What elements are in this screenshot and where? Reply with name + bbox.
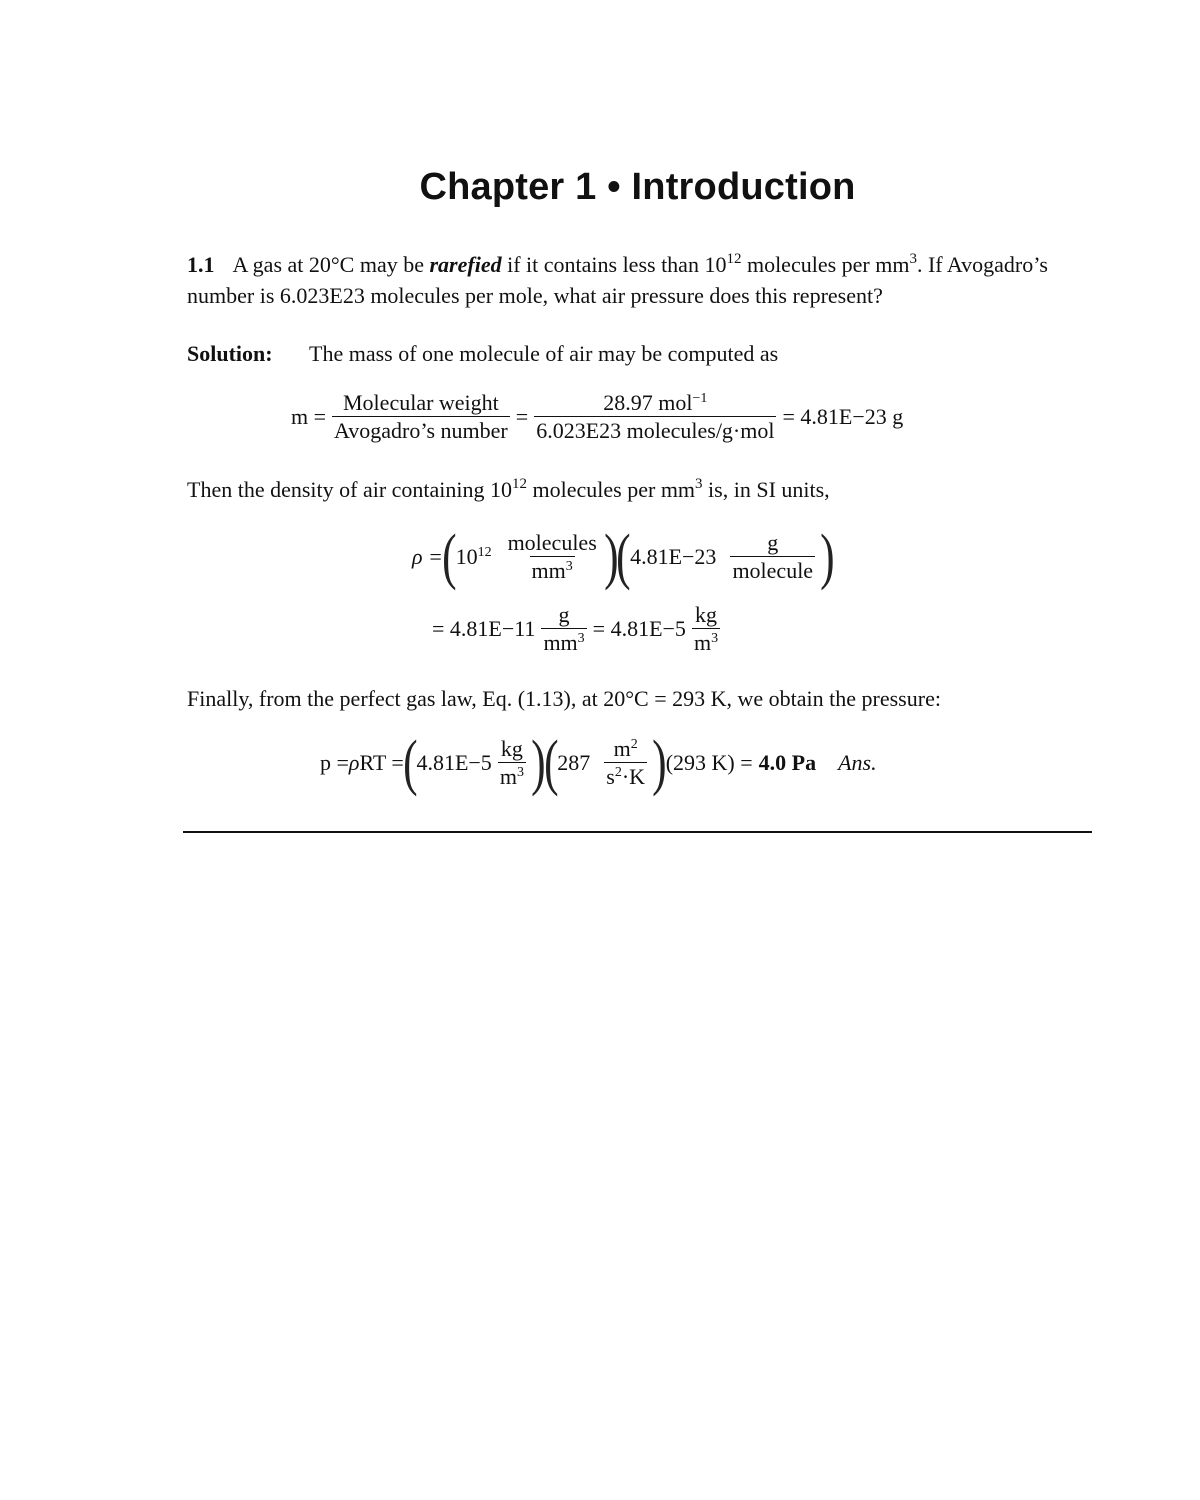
problem-text-a: A gas at 20°C may be — [232, 252, 430, 277]
right-paren: ) — [820, 523, 835, 591]
density-equation-line-1 — [412, 523, 835, 591]
solution-label: Solution: — [187, 341, 273, 366]
density-line2-a: = 4.81E−11 — [432, 616, 536, 641]
density-intro-exp-2: 3 — [695, 476, 703, 492]
line2-f1-den-exp: 3 — [577, 631, 585, 646]
density-term2-coef: 4.81E−23 — [630, 544, 717, 569]
term1-coef-text: 10 — [455, 544, 478, 569]
pressure-term1-fraction — [498, 738, 526, 788]
p-term1-den-text: m — [499, 764, 517, 789]
line2-f1-numerator: g — [558, 602, 570, 627]
line2-f1-denominator — [541, 628, 586, 654]
mass-equation — [291, 392, 903, 442]
term1-den-text: mm — [531, 558, 566, 583]
p-term1-den-exp: 3 — [516, 765, 524, 780]
problem-text-c: molecules per mm — [741, 252, 910, 277]
problem-text-d: . If Avogadro’s number is 6.023E23 molecules per mole, what air pressure does this represent? — [187, 252, 1048, 308]
pressure-term1-coef: 4.81E−5 — [416, 750, 492, 775]
mass-fraction-1 — [332, 392, 510, 442]
pressure-term2-coef: 287 — [557, 750, 591, 775]
problem-number: 1.1 — [187, 252, 215, 277]
density-equation-line-2 — [432, 604, 726, 654]
density-intro-b: molecules per mm — [527, 477, 696, 502]
pressure-answer: 4.0 Pa — [758, 750, 817, 775]
problem-statement — [187, 249, 1092, 311]
p-term2-num-text: m — [613, 736, 631, 761]
mass-fraction-2 — [534, 392, 776, 442]
density-intro-c: is, in SI units, — [702, 477, 830, 502]
mass-frac2-numerator — [601, 392, 709, 416]
pressure-equation — [320, 729, 877, 797]
pressure-term2-fraction — [604, 738, 647, 788]
left-paren: ( — [402, 729, 418, 797]
line2-f2-denominator — [692, 628, 720, 654]
line2-f2-den-exp: 3 — [711, 631, 719, 646]
density-intro — [187, 474, 1092, 505]
mass-frac2-num-exp: −1 — [692, 391, 708, 406]
p-term2-denominator — [604, 762, 647, 788]
rarefied-emphasis: rarefied — [429, 252, 502, 277]
mass-frac2-denominator: 6.023E23 molecules/g·mol — [536, 418, 775, 443]
density-term1-fraction — [506, 532, 599, 582]
p-term2-num-exp: 2 — [630, 737, 638, 752]
right-paren: ) — [603, 523, 619, 591]
answer-tag: Ans. — [838, 750, 877, 775]
density-lhs: ρ = — [412, 544, 443, 569]
p-term2-den-exp: 2 — [614, 765, 622, 780]
solution-intro — [187, 338, 1092, 369]
term1-numerator: molecules — [507, 530, 597, 555]
line2-f1-den-text: mm — [543, 630, 578, 655]
left-paren: ( — [543, 729, 559, 797]
density-intro-exp-1: 12 — [512, 476, 528, 492]
mass-eq-sign: = — [515, 404, 529, 429]
term1-denominator — [530, 556, 575, 582]
density-line2-b: = 4.81E−5 — [592, 616, 686, 641]
problem-exp-1: 12 — [726, 251, 742, 267]
mass-lhs: m = — [291, 404, 327, 429]
mass-frac2-num-text: 28.97 mol — [603, 390, 693, 415]
right-paren: ) — [652, 729, 667, 797]
line2-f2-numerator: kg — [695, 602, 717, 627]
pressure-term3: (293 K) = — [665, 750, 753, 775]
term1-coef-exp: 12 — [477, 545, 492, 560]
mass-result: = 4.81E−23 g — [782, 404, 904, 429]
right-paren: ) — [531, 729, 546, 797]
left-paren: ( — [442, 523, 457, 591]
problem-text-b: if it contains less than 10 — [501, 252, 727, 277]
p-term2-numerator — [612, 738, 640, 762]
pressure-rho: ρ — [348, 750, 360, 775]
p-term2-den-b: ·K — [621, 764, 646, 789]
problem-exp-2: 3 — [909, 251, 917, 267]
line2-f2-den-text: m — [693, 630, 712, 655]
pressure-lhs: p = — [320, 750, 349, 775]
p-term2-den-a: s — [606, 764, 615, 789]
mass-frac1-denominator: Avogadro’s number — [334, 418, 508, 443]
density-line2-fraction-2 — [692, 604, 720, 654]
p-term1-denominator — [498, 762, 526, 788]
term1-den-exp: 3 — [565, 559, 573, 574]
pressure-rt: RT = — [359, 750, 404, 775]
section-divider — [183, 831, 1092, 833]
left-paren: ( — [616, 523, 631, 591]
mass-frac1-numerator: Molecular weight — [343, 390, 499, 415]
density-term2-fraction — [730, 532, 815, 582]
pressure-intro: Finally, from the perfect gas law, Eq. (1.13), at 20°C = 293 K, we obtain the pressure: — [187, 686, 941, 711]
density-term1-coef — [456, 546, 492, 568]
density-line2-fraction-1 — [541, 604, 586, 654]
p-term1-numerator: kg — [500, 736, 523, 761]
term2-numerator: g — [767, 530, 779, 555]
density-intro-a: Then the density of air containing 10 — [187, 477, 513, 502]
term2-denominator: molecule — [732, 558, 814, 583]
solution-intro-text: The mass of one molecule of air may be computed as — [309, 341, 779, 366]
chapter-title: Chapter 1 • Introduction — [419, 166, 856, 208]
